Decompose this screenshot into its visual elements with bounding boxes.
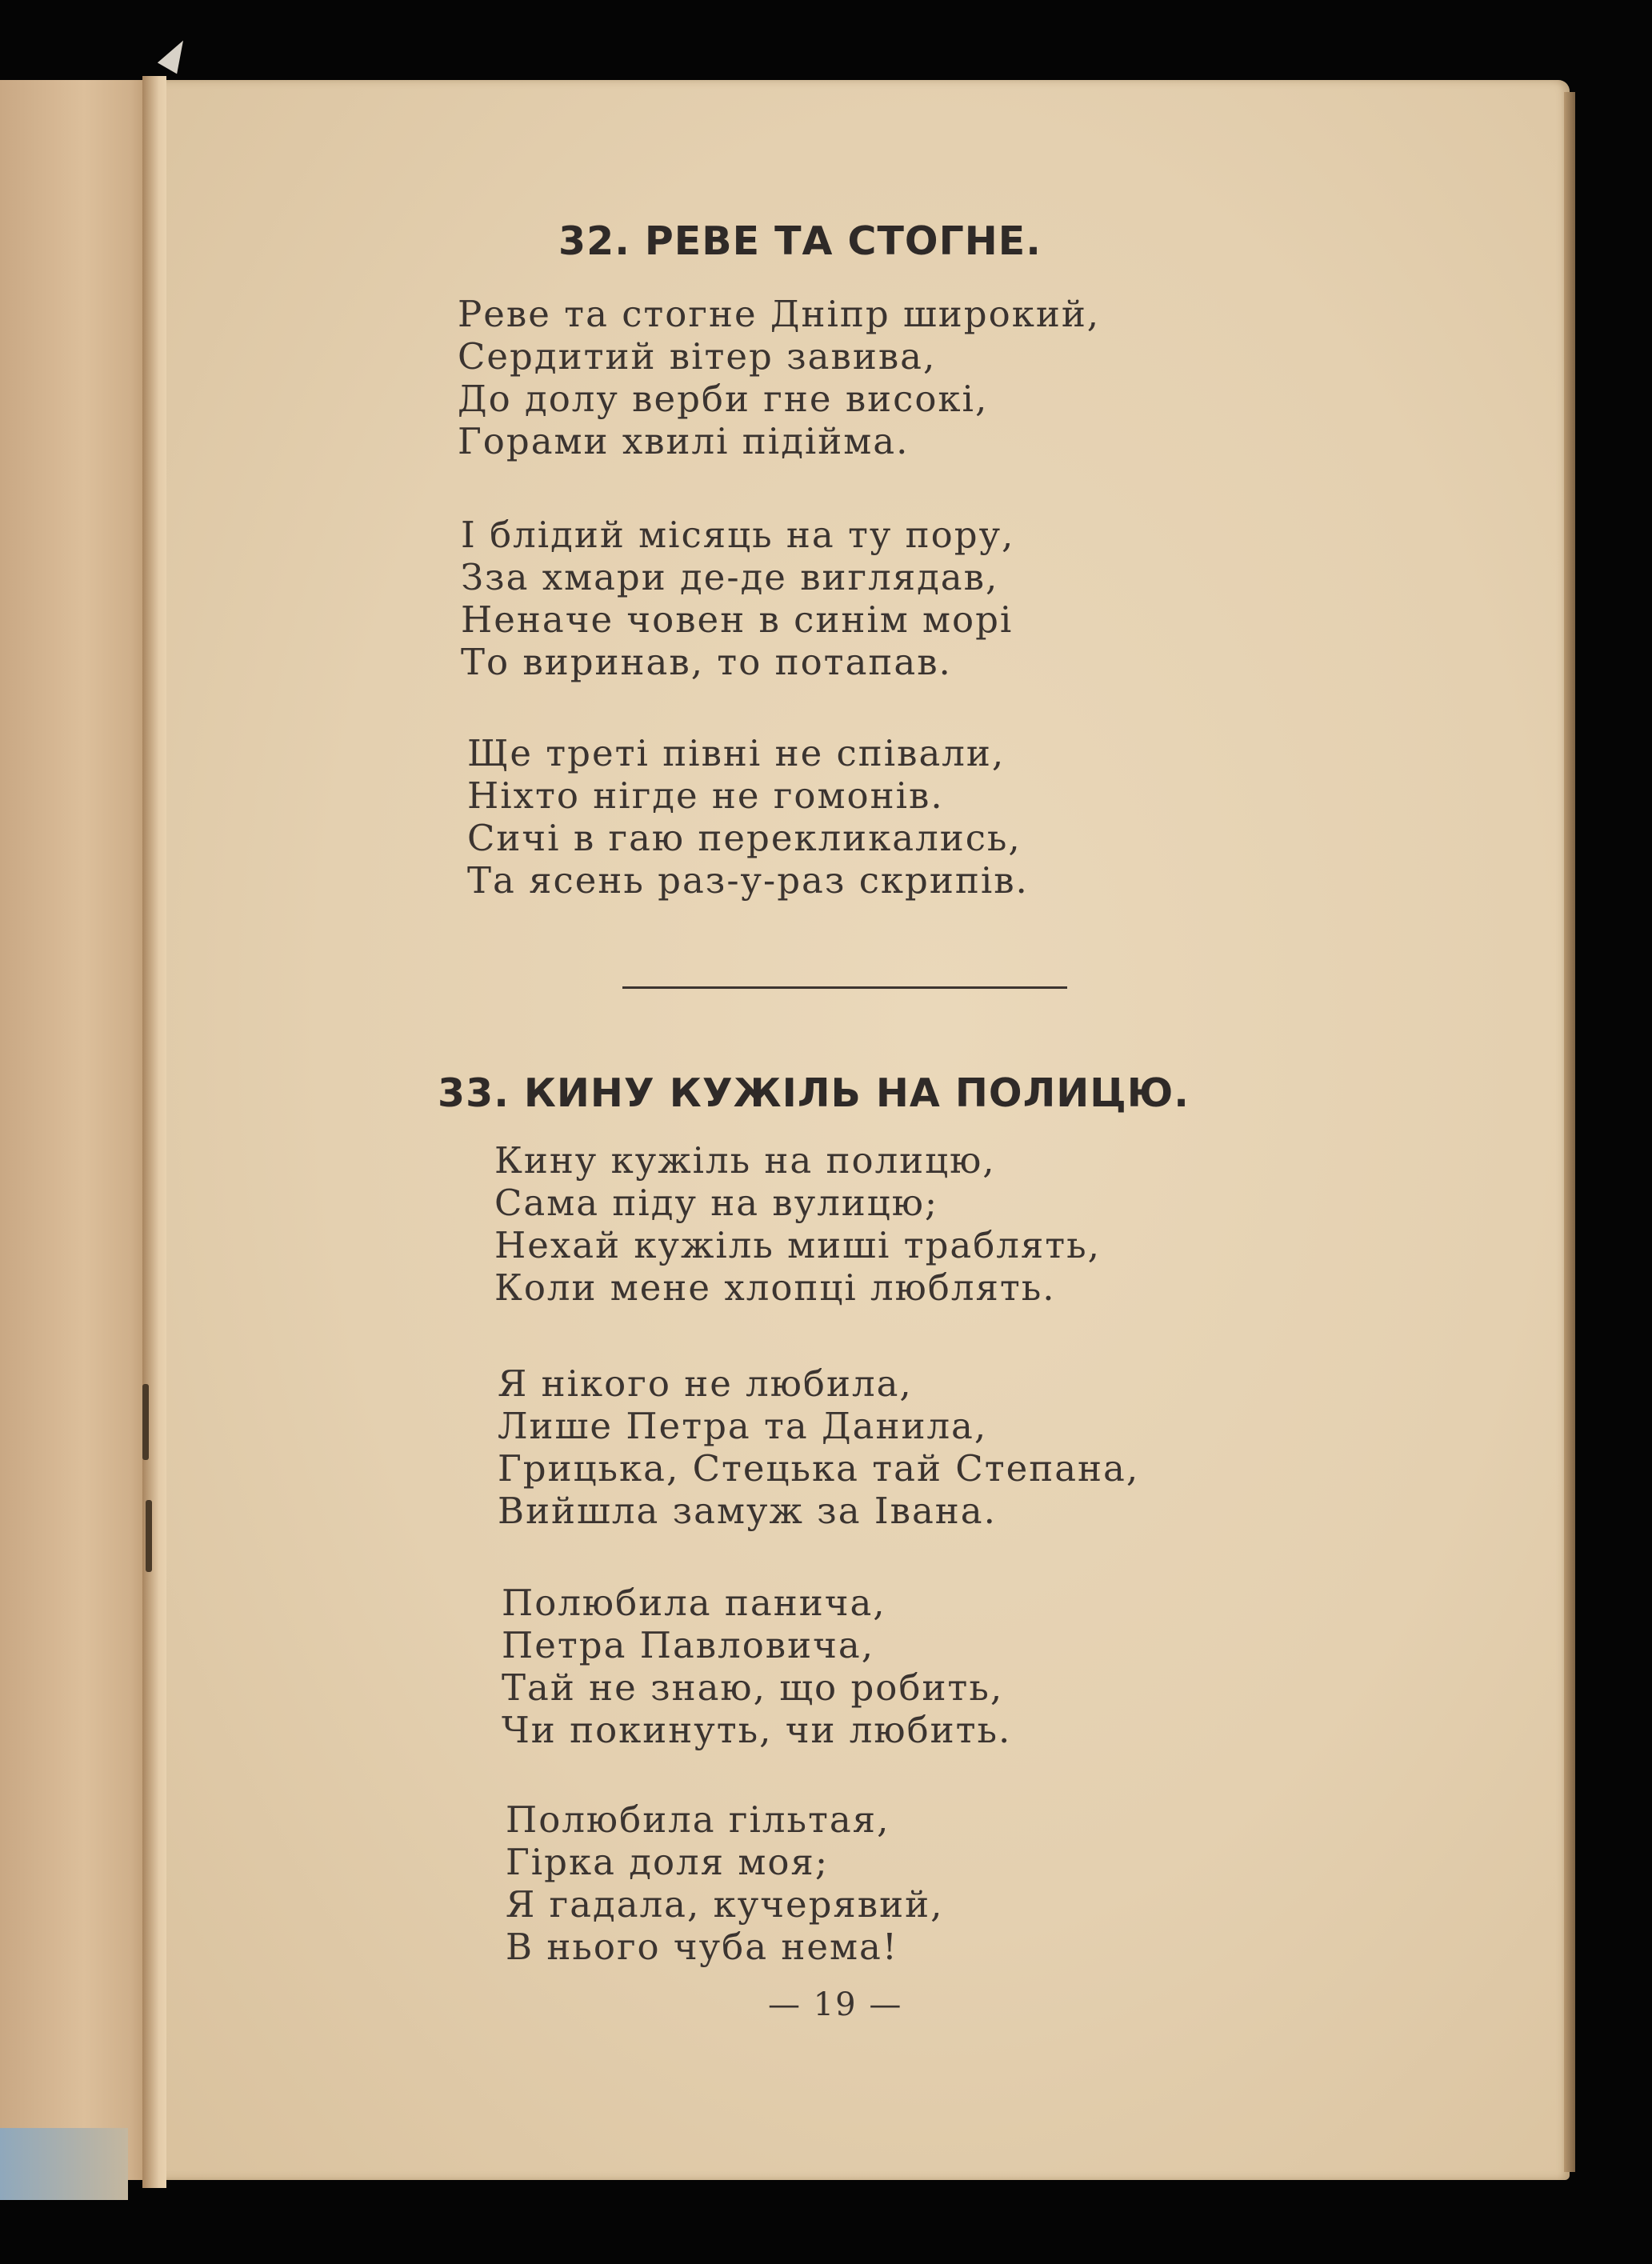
verse-line: Нехай кужіль миші траблять, — [494, 1224, 1101, 1266]
verse-line: Я нікого не любила, — [498, 1362, 913, 1405]
verse-line: В нього чуба нема! — [506, 1926, 898, 1968]
verse-line: Ще треті півні не співали, — [467, 732, 1006, 774]
song-32-stanza-2 — [461, 514, 1014, 683]
verse-line: Полюбила гільтая, — [506, 1798, 890, 1841]
book-gutter — [142, 76, 166, 2188]
verse-line: Горами хвилі підійма. — [458, 420, 910, 462]
verse-line: Тай не знаю, що робить, — [502, 1666, 1004, 1709]
verse-line: Вийшла замуж за Івана. — [498, 1490, 997, 1532]
verse-line: Я гадала, кучерявий, — [506, 1883, 944, 1926]
binding-stitch — [146, 1500, 152, 1572]
verse-line: Чи покинуть, чи любить. — [502, 1709, 1012, 1751]
verse-line: Ніхто нігде не гомонів. — [467, 774, 944, 817]
song-33-stanza-2 — [498, 1362, 1139, 1532]
verse-line: Гірка доля моя; — [506, 1841, 829, 1883]
binding-stitch — [142, 1384, 149, 1460]
section-divider — [622, 986, 1067, 989]
verse-line: Коли мене хлопці люблять. — [494, 1266, 1056, 1309]
left-page-edge — [0, 80, 154, 2180]
song-32-stanza-3 — [467, 732, 1029, 902]
verse-line: Сердитий вітер завива, — [458, 335, 937, 378]
verse-line: Сичі в гаю перекликались, — [467, 817, 1022, 859]
verse-line: Лише Петра та Данила, — [498, 1405, 988, 1447]
verse-line: І блідий місяць на ту пору, — [461, 514, 1015, 556]
verse-line: Зза хмари де-де виглядав, — [461, 556, 999, 598]
verse-line: То виринав, то потапав. — [461, 641, 952, 683]
song-33-stanza-1 — [494, 1139, 1101, 1309]
song-33-stanza-4 — [506, 1798, 943, 1968]
verse-line: Грицька, Стецька тай Степана, — [498, 1447, 1140, 1490]
verse-line: Реве та стогне Дніпр широкий, — [458, 293, 1101, 335]
verse-line: Сама піду на вулицю; — [494, 1182, 939, 1224]
page-number: — 19 — — [768, 1986, 903, 2023]
verse-line: До долу верби гне високі, — [458, 378, 989, 420]
verse-line: Полюбила панича, — [502, 1582, 886, 1624]
song-32-title: 32. РЕВЕ ТА СТОГНЕ. — [558, 218, 1042, 264]
verse-line: Кину кужіль на полицю, — [494, 1139, 996, 1182]
verse-line: Петра Павловича, — [502, 1624, 875, 1666]
page-edge-shadow — [1564, 92, 1575, 2172]
scanner-corner-mark — [158, 35, 193, 74]
book-cover-corner — [0, 2128, 128, 2200]
song-33-stanza-3 — [502, 1582, 1011, 1751]
song-33-title: 33. КИНУ КУЖІЛЬ НА ПОЛИЦЮ. — [438, 1070, 1190, 1116]
verse-line: Неначе човен в синім морі — [461, 598, 1014, 641]
song-32-stanza-1 — [458, 293, 1100, 462]
verse-line: Та ясень раз-у-раз скрипів. — [467, 859, 1029, 902]
